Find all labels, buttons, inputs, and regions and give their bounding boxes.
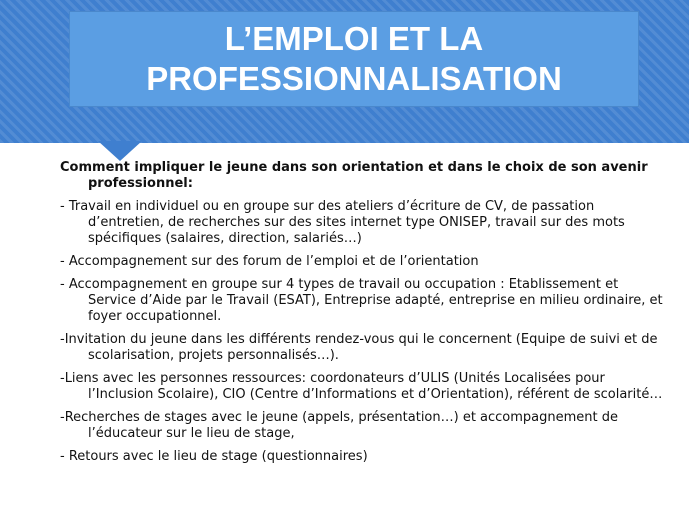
intro-question: Comment impliquer le jeune dans son orientation et dans le choix de son avenir professionnel: (60, 160, 648, 191)
list-item: - Accompagnement sur des forum de l’emploi et de l’orientation (60, 254, 479, 269)
slide-title: L’EMPLOI ET LA PROFESSIONNALISATION (146, 20, 562, 97)
list-item: - Travail en individuel ou en groupe sur des ateliers d’écriture de CV, de passation d’entretien, de recherches sur des sites internet type ONISEP, travail sur des mots spécifiques (salaires, direction, salariés…) (60, 199, 625, 246)
title-box (69, 11, 639, 107)
list-item: -Invitation du jeune dans les différents rendez-vous qui le concernent (Equipe de suivi et de scolarisation, projets personnalisés…). (60, 332, 658, 363)
list-item: - Retours avec le lieu de stage (questionnaires) (60, 449, 368, 464)
banner-pointer (98, 141, 142, 161)
slide-body (60, 160, 668, 472)
list-item: -Recherches de stages avec le jeune (appels, présentation…) et accompagnement de l’éducateur sur le lieu de stage, (60, 410, 619, 441)
list-item: -Liens avec les personnes ressources: coordonateurs d’ULIS (Unités Localisées pour l’Inclusion Scolaire), CIO (Centre d’Informations et d’Orientation), référent de scolarité… (60, 371, 663, 402)
list-item: - Accompagnement en groupe sur 4 types de travail ou occupation : Etablissement et Service d’Aide par le Travail (ESAT), Entreprise adapté, entreprise en milieu ordinaire, et foyer occupationnel. (60, 277, 663, 324)
